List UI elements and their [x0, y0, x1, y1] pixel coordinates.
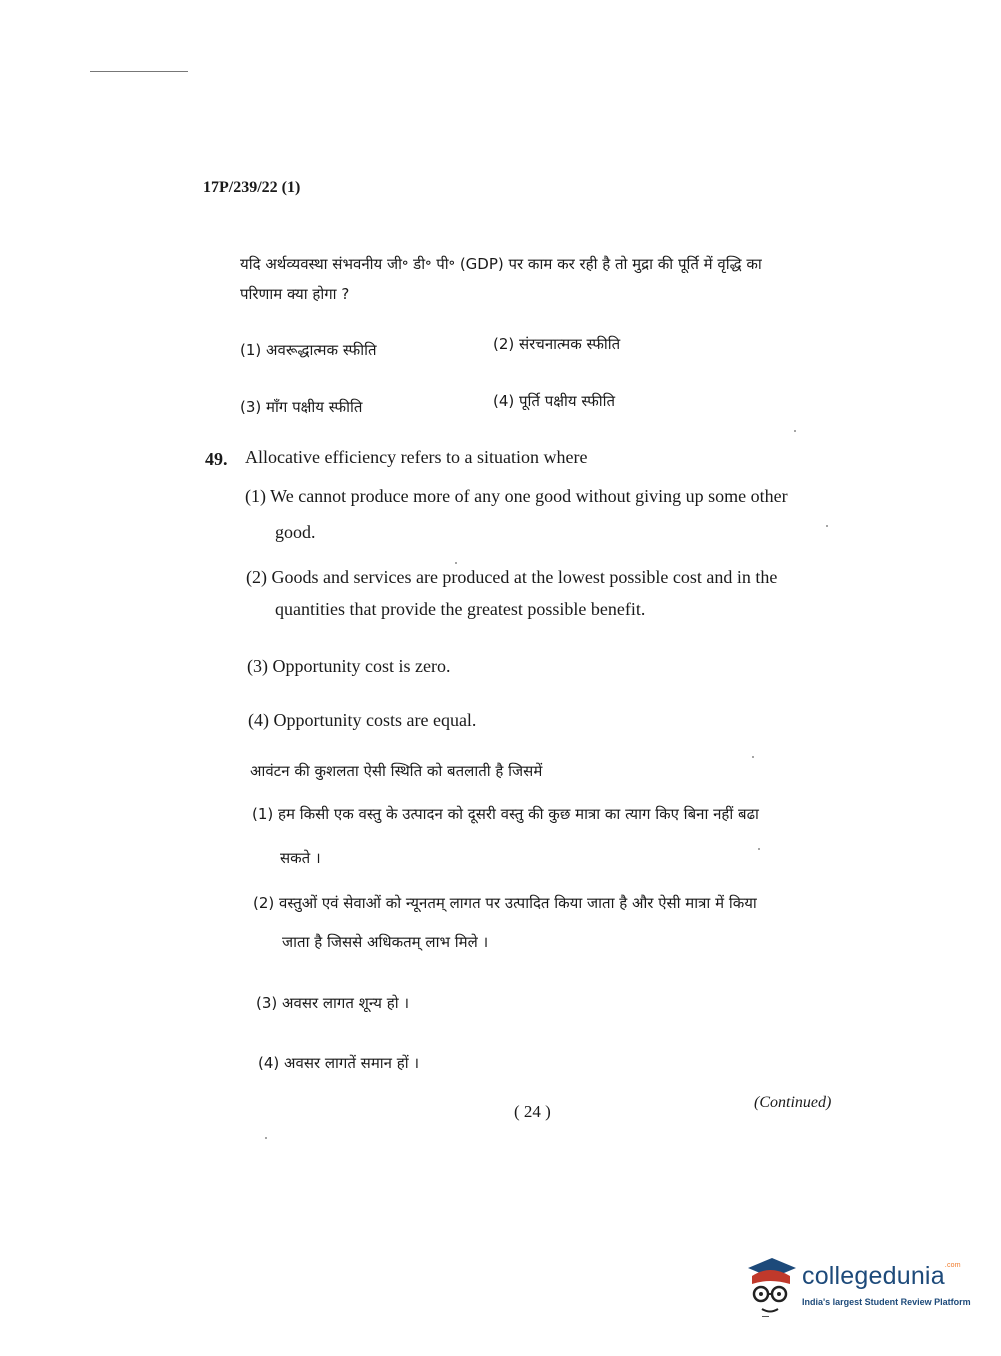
q49-stem: Allocative efficiency refers to a situation where [245, 447, 588, 467]
q49-option-3: (3) Opportunity cost is zero. [247, 656, 451, 676]
q49-option-4: (4) Opportunity costs are equal. [248, 710, 477, 730]
q49-option-1-line1: (1) We cannot produce more of any one good without giving up some other [245, 486, 788, 506]
continued-label: (Continued) [754, 1094, 832, 1111]
q49-hindi-option-3: (3) अवसर लागत शून्य हो । [256, 994, 410, 1012]
q49-hindi-option-2-line2: जाता है जिससे अधिकतम् लाभ मिले । [282, 933, 489, 951]
q49-option-2-line1: (2) Goods and services are produced at the lowest possible cost and in the [246, 567, 778, 587]
watermark-tagline: India's largest Student Review Platform [802, 1297, 971, 1307]
mascot-icon [742, 1254, 800, 1318]
q48-stem-line2: परिणाम क्या होगा ? [240, 285, 350, 303]
q49-hindi-option-4: (4) अवसर लागतें समान हों । [258, 1054, 420, 1072]
scan-speck [455, 562, 457, 564]
q49-number: 49. [205, 449, 228, 469]
q48-option-1: (1) अवरूद्धात्मक स्फीति [240, 341, 377, 359]
watermark-brand: collegedunia$^{.com}$ [802, 1262, 961, 1290]
scan-mark [762, 1316, 769, 1317]
q49-hindi-option-2-line1: (2) वस्तुओं एवं सेवाओं को न्यूनतम् लागत पर उत्पादित किया जाता है और ऐसी मात्रा में किया [253, 894, 757, 912]
q48-option-3: (3) माँग पक्षीय स्फीति [240, 398, 363, 416]
collegedunia-watermark [742, 1254, 972, 1324]
q49-hindi-stem: आवंटन की कुशलता ऐसी स्थिति को बतलाती है जिसमें [250, 762, 543, 780]
scan-speck [265, 1137, 267, 1139]
q48-hindi-stem [240, 254, 830, 304]
q49-hindi-option-1-line1: (1) हम किसी एक वस्तु के उत्पादन को दूसरी वस्तु की कुछ मात्रा का त्याग किए बिना नहीं बढा [252, 805, 759, 823]
q49-option-1-line2: good. [275, 522, 316, 542]
scan-speck [826, 525, 828, 527]
q49-hindi-option-1-line2: सकते । [280, 849, 321, 867]
q48-option-2: (2) संरचनात्मक स्फीति [493, 335, 621, 353]
q48-option-4: (4) पूर्ति पक्षीय स्फीति [493, 392, 616, 410]
scan-speck [794, 430, 796, 432]
top-rule [90, 71, 188, 72]
scan-speck [752, 756, 754, 758]
q48-stem-line1: यदि अर्थव्यवस्था संभवनीय जी॰ डी॰ पी॰ (GDP) पर काम कर रही है तो मुद्रा की पूर्ति में वृद्धि का [240, 255, 762, 273]
q49-option-2-line2: quantities that provide the greatest possible benefit. [275, 599, 646, 619]
paper-code: 17P/239/22 (1) [203, 179, 301, 196]
page-number: ( 24 ) [514, 1102, 551, 1121]
scan-speck [758, 848, 760, 850]
